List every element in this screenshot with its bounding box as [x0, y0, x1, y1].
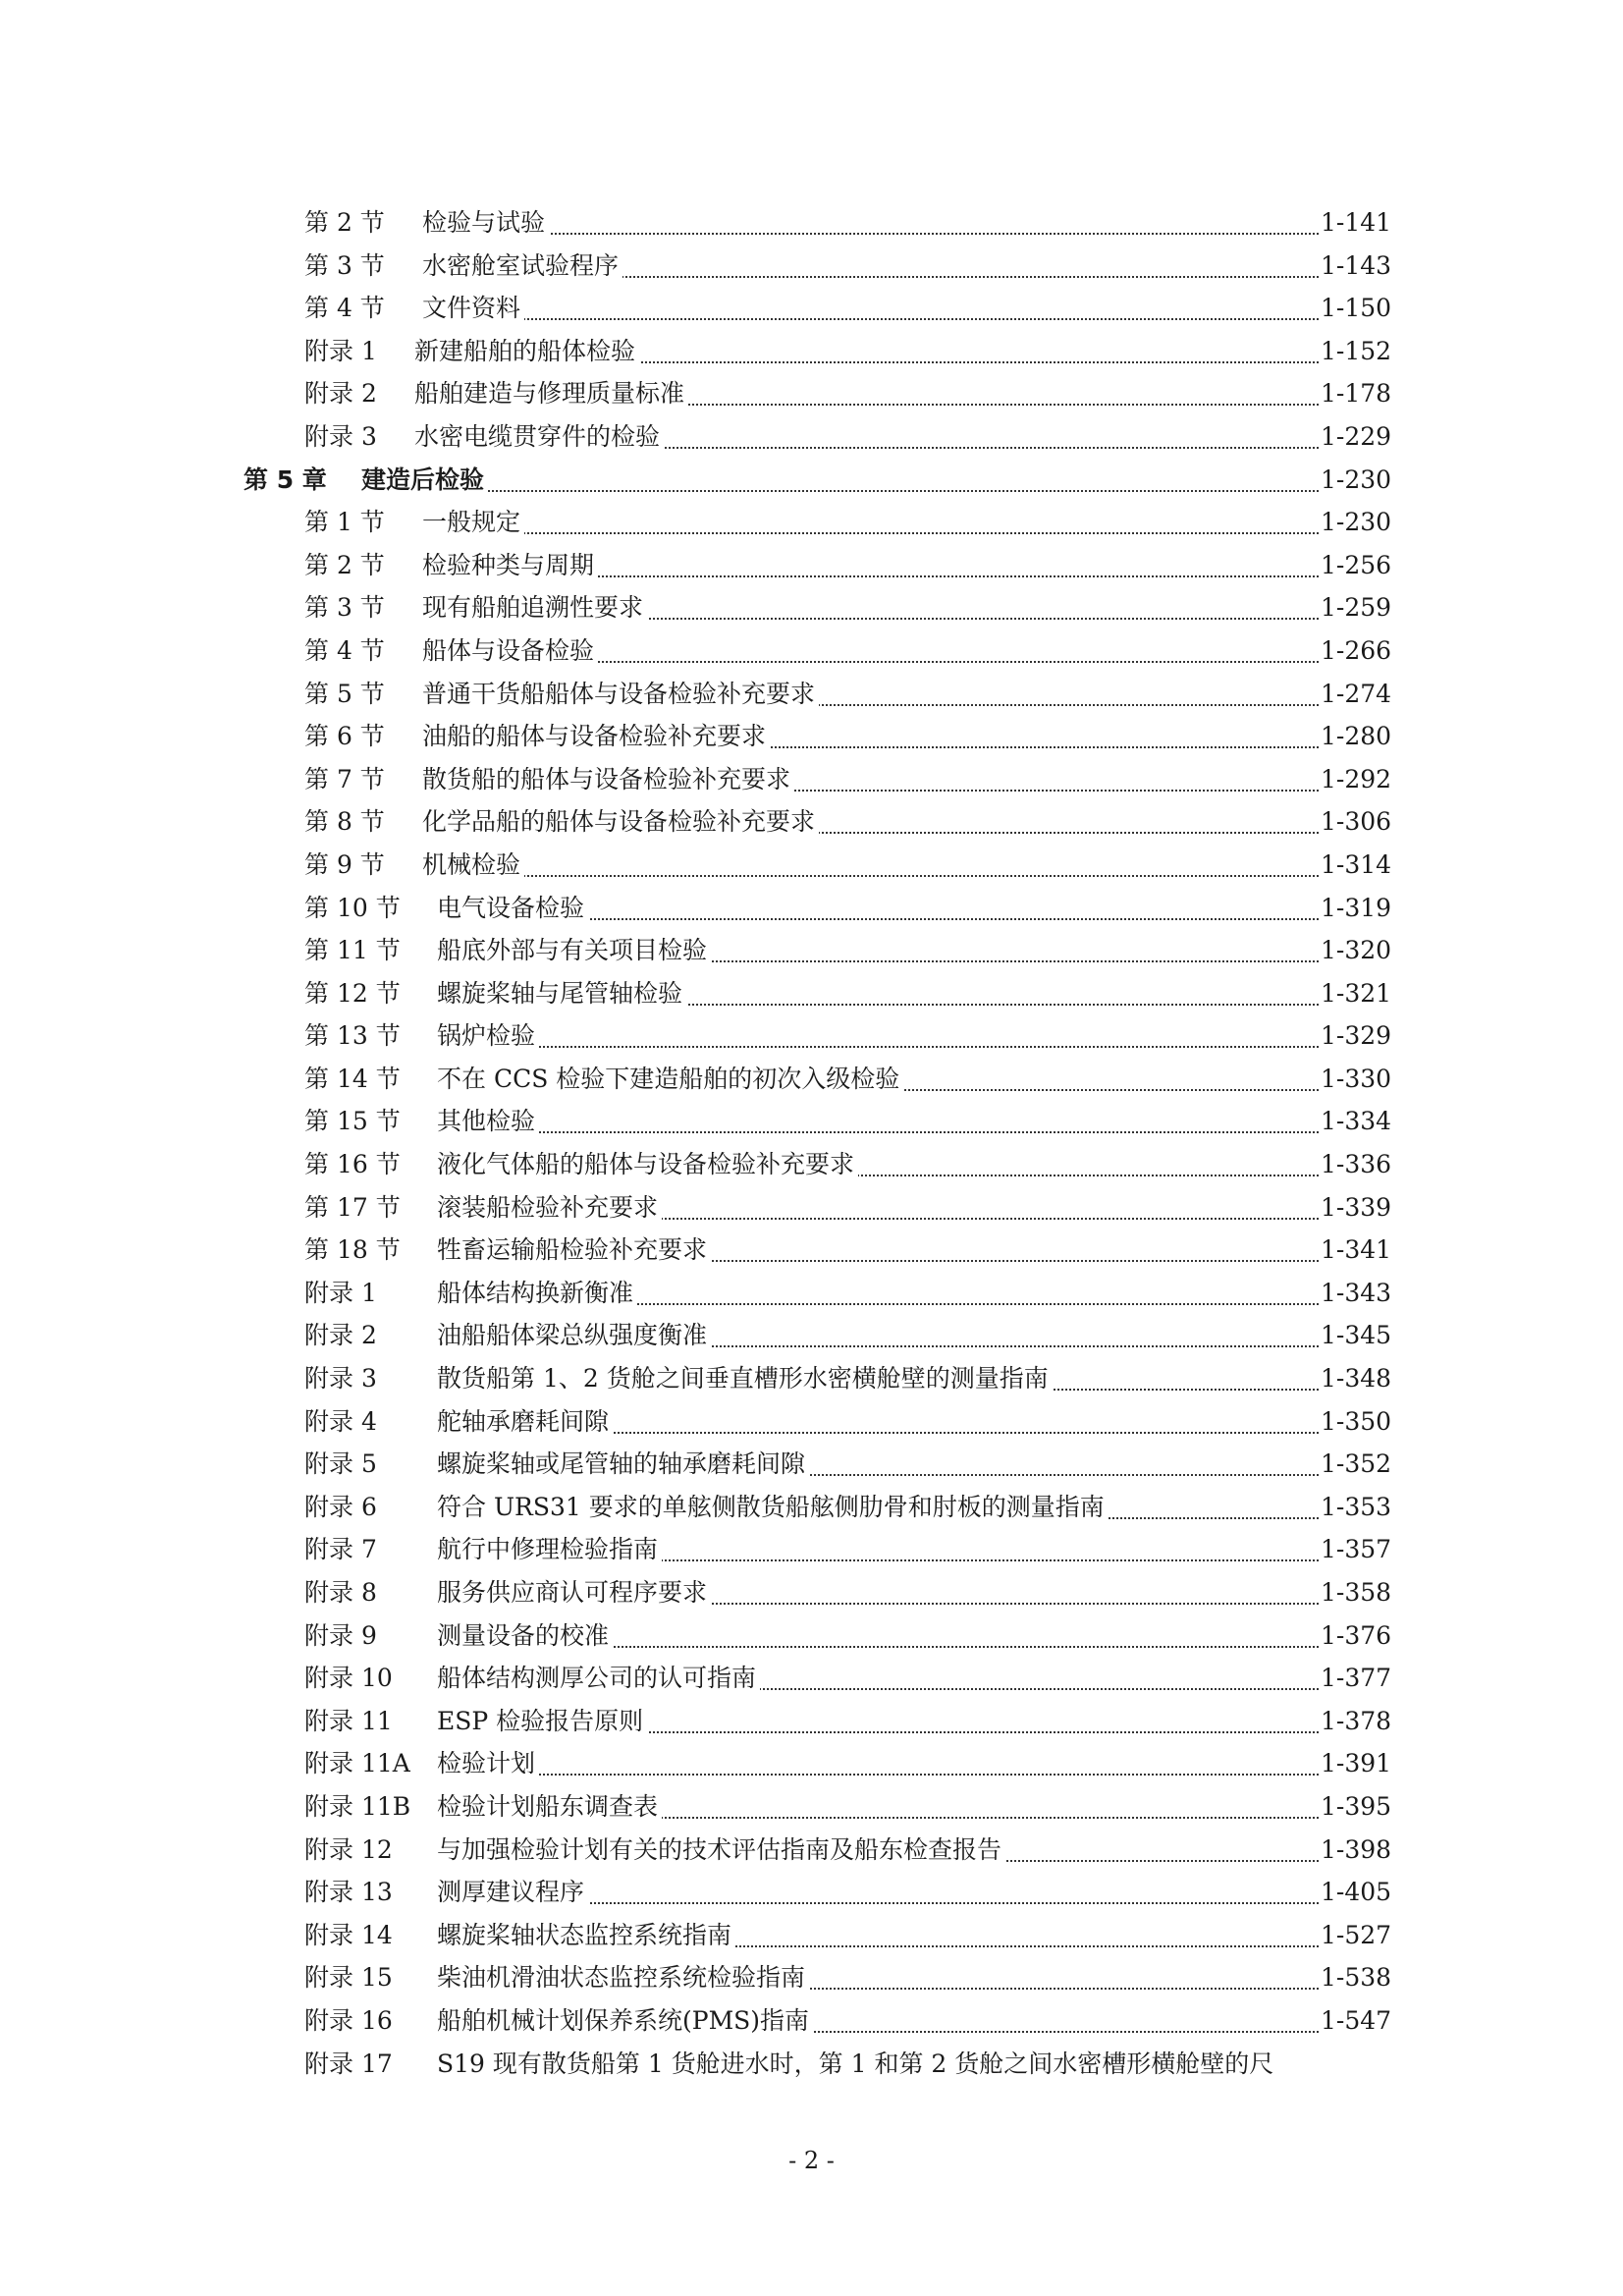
- toc-entry-label: 附录 15: [304, 1956, 397, 1999]
- toc-entry[interactable]: [0, 1614, 1623, 1658]
- toc-entry-label: 第 5 节: [304, 673, 389, 716]
- toc-entry-label: 附录 13: [304, 1871, 397, 1914]
- toc-entry[interactable]: [0, 201, 1623, 245]
- toc-entry-page: 1-339: [1321, 1186, 1387, 1230]
- dot-leader: [442, 231, 1319, 235]
- toc-entry-title: 机械检验: [422, 844, 524, 887]
- toc-entry-page: 1-353: [1321, 1486, 1387, 1529]
- toc-entry-page: 1-143: [1321, 245, 1387, 288]
- toc-entry-page: 1-398: [1321, 1829, 1387, 1872]
- toc-entry[interactable]: [0, 1999, 1623, 2043]
- toc-entry[interactable]: [0, 1657, 1623, 1700]
- toc-entry-page: 1-259: [1321, 586, 1387, 629]
- toc-entry-label: 第 13 节: [304, 1014, 405, 1058]
- toc-entry[interactable]: [0, 629, 1623, 673]
- toc-entry-page: 1-321: [1321, 972, 1387, 1015]
- toc-entry-label: 第 18 节: [304, 1229, 405, 1272]
- toc-entry[interactable]: [0, 673, 1623, 716]
- toc-entry-page: 1-391: [1321, 1742, 1387, 1785]
- toc-entry[interactable]: [0, 1014, 1623, 1058]
- toc-entry-page: 1-150: [1321, 287, 1387, 330]
- toc-entry-page: 1-306: [1321, 800, 1387, 844]
- toc-entry-label: 附录 3: [304, 415, 381, 459]
- toc-entry[interactable]: [0, 1742, 1623, 1785]
- toc-entry-title: 水密电缆贯穿件的检验: [414, 415, 664, 459]
- toc-entry-label: 第 7 节: [304, 758, 389, 801]
- toc-entry-title: 散货船第 1、2 货舱之间垂直槽形水密横舱壁的测量指南: [437, 1357, 1053, 1400]
- toc-entry-title: 散货船的船体与设备检验补充要求: [422, 758, 794, 801]
- toc-entry-title: 水密舱室试验程序: [422, 245, 622, 288]
- dot-leader: [442, 873, 1319, 877]
- toc-entry[interactable]: [0, 415, 1623, 459]
- toc-entry[interactable]: [0, 1528, 1623, 1571]
- toc-entry-label: 第 4 节: [304, 287, 389, 330]
- toc-entry-title: 测厚建议程序: [437, 1871, 588, 1914]
- toc-entry-title: 普通干货船船体与设备检验补充要求: [422, 673, 819, 716]
- toc-entry-label: 第 2 节: [304, 201, 389, 245]
- toc-entry[interactable]: [0, 544, 1623, 587]
- toc-entry-title: 船体结构换新衡准: [437, 1272, 637, 1315]
- toc-entry-title: 检验与试验: [422, 201, 549, 245]
- toc-entry-title: 测量设备的校准: [437, 1614, 613, 1658]
- toc-entry[interactable]: [0, 586, 1623, 629]
- toc-entry-label: 附录 2: [304, 372, 381, 415]
- toc-entry[interactable]: [0, 1871, 1623, 1914]
- toc-entry-page: 1-266: [1321, 629, 1387, 673]
- toc-entry-title: 检验种类与周期: [422, 544, 598, 587]
- toc-entry-label: 附录 9: [304, 1614, 381, 1658]
- toc-entry-title: 螺旋桨轴或尾管轴的轴承磨耗间隙: [437, 1443, 809, 1486]
- toc-entry-label: 附录 11: [304, 1700, 397, 1743]
- toc-entry-title: 液化气体船的船体与设备检验补充要求: [437, 1143, 858, 1186]
- toc-entry-label: 第 9 节: [304, 844, 389, 887]
- toc-entry[interactable]: [0, 1357, 1623, 1400]
- toc-entry[interactable]: [0, 501, 1623, 544]
- toc-entry-label: 第 5 章: [243, 459, 331, 502]
- toc-entry-label: 第 12 节: [304, 972, 405, 1015]
- toc-entry-page: 1-547: [1321, 1999, 1387, 2043]
- toc-entry-label: 第 3 节: [304, 245, 389, 288]
- toc-entry[interactable]: [0, 715, 1623, 758]
- toc-entry-page: 1-405: [1321, 1871, 1387, 1914]
- toc-entry-label: 第 3 节: [304, 586, 389, 629]
- toc-entry-label: 第 4 节: [304, 629, 389, 673]
- toc-entry-label: 附录 5: [304, 1443, 381, 1486]
- toc-entry-page: 1-538: [1321, 1956, 1387, 1999]
- toc-entry[interactable]: [0, 1956, 1623, 1999]
- toc-entry-page: 1-336: [1321, 1143, 1387, 1186]
- dot-leader: [457, 1772, 1319, 1776]
- toc-entry-page: 1-350: [1321, 1400, 1387, 1444]
- toc-entry-page: 1-376: [1321, 1614, 1387, 1658]
- toc-entry-title: ESP 检验报告原则: [437, 1700, 647, 1743]
- toc-entry-page: 1-357: [1321, 1528, 1387, 1571]
- toc-entry-label: 第 17 节: [304, 1186, 405, 1230]
- toc-entry[interactable]: [0, 330, 1623, 373]
- toc-entry[interactable]: [0, 1100, 1623, 1143]
- toc-entry-label: 第 10 节: [304, 887, 405, 930]
- toc-entry-label: 第 1 节: [304, 501, 389, 544]
- toc-entry-title: 新建船舶的船体检验: [414, 330, 639, 373]
- toc-entry-page: 1-314: [1321, 844, 1387, 887]
- toc-entry-title: 舵轴承磨耗间隙: [437, 1400, 613, 1444]
- dot-leader: [457, 1129, 1319, 1133]
- dot-leader: [381, 488, 1319, 492]
- toc-entry[interactable]: [0, 1058, 1623, 1101]
- toc-entry[interactable]: [0, 1314, 1623, 1357]
- toc-entry-title: 船舶机械计划保养系统(PMS)指南: [437, 1999, 813, 2043]
- toc-entry-page: 1-178: [1321, 372, 1387, 415]
- toc-entry[interactable]: [0, 758, 1623, 801]
- toc-entry-label: 第 8 节: [304, 800, 389, 844]
- toc-entry-label: 第 6 节: [304, 715, 389, 758]
- toc-entry-page: 1-527: [1321, 1914, 1387, 1957]
- toc-entry[interactable]: [0, 1400, 1623, 1444]
- table-of-contents: [0, 201, 1623, 2085]
- toc-chapter-entry[interactable]: [0, 459, 1623, 502]
- toc-entry-page: 1-378: [1321, 1700, 1387, 1743]
- toc-entry-title: S19 现有散货船第 1 货舱进水时，第 1 和第 2 货舱之间水密槽形横舱壁的尺: [437, 2043, 1277, 2086]
- toc-entry[interactable]: [0, 1571, 1623, 1614]
- toc-entry-title: 服务供应商认可程序要求: [437, 1571, 711, 1614]
- toc-entry-label: 附录 2: [304, 1314, 381, 1357]
- toc-entry[interactable]: [0, 1443, 1623, 1486]
- toc-entry[interactable]: [0, 1229, 1623, 1272]
- toc-entry-label: 附录 11B: [304, 1785, 414, 1829]
- toc-entry-label: 附录 4: [304, 1400, 381, 1444]
- toc-entry-label: 第 14 节: [304, 1058, 405, 1101]
- toc-entry[interactable]: [0, 1829, 1623, 1872]
- toc-entry-label: 附录 17: [304, 2043, 397, 2086]
- toc-entry-title: 不在 CCS 检验下建造船舶的初次入级检验: [437, 1058, 903, 1101]
- toc-entry-page: 1-345: [1321, 1314, 1387, 1357]
- toc-entry[interactable]: [0, 287, 1623, 330]
- toc-entry-page: 1-343: [1321, 1272, 1387, 1315]
- toc-entry[interactable]: [0, 372, 1623, 415]
- toc-entry-label: 第 11 节: [304, 929, 405, 972]
- toc-entry-title: 螺旋桨轴与尾管轴检验: [437, 972, 686, 1015]
- toc-entry[interactable]: [0, 1914, 1623, 1957]
- toc-entry-title: 船底外部与有关项目检验: [437, 929, 711, 972]
- toc-entry-page: 1-341: [1321, 1229, 1387, 1272]
- toc-entry-title: 检验计划: [437, 1742, 539, 1785]
- page-number: - 2 -: [788, 2147, 835, 2174]
- toc-entry-page: 1-329: [1321, 1014, 1387, 1058]
- toc-entry-title: 与加强检验计划有关的技术评估指南及船东检查报告: [437, 1829, 1005, 1872]
- toc-entry[interactable]: [0, 2043, 1623, 2086]
- toc-entry-page: 1-377: [1321, 1657, 1387, 1700]
- toc-entry-page: 1-229: [1321, 415, 1387, 459]
- toc-entry-page: 1-395: [1321, 1785, 1387, 1829]
- toc-entry-label: 第 16 节: [304, 1143, 405, 1186]
- toc-entry-label: 第 2 节: [304, 544, 389, 587]
- toc-entry-page: 1-292: [1321, 758, 1387, 801]
- toc-entry-title: 检验计划船东调查表: [437, 1785, 662, 1829]
- toc-entry-title: 油船船体梁总纵强度衡准: [437, 1314, 711, 1357]
- toc-entry[interactable]: [0, 1700, 1623, 1743]
- toc-entry-label: 附录 1: [304, 1272, 381, 1315]
- toc-entry-title: 船体与设备检验: [422, 629, 598, 673]
- dot-leader: [457, 1044, 1319, 1048]
- toc-entry-page: 1-358: [1321, 1571, 1387, 1614]
- toc-entry[interactable]: [0, 1143, 1623, 1186]
- toc-entry-title: 电气设备检验: [437, 887, 588, 930]
- toc-entry[interactable]: [0, 972, 1623, 1015]
- toc-entry-page: 1-141: [1321, 201, 1387, 245]
- toc-entry[interactable]: [0, 1272, 1623, 1315]
- toc-entry-title: 牲畜运输船检验补充要求: [437, 1229, 711, 1272]
- toc-entry-title: 船体结构测厚公司的认可指南: [437, 1657, 760, 1700]
- toc-entry[interactable]: [0, 887, 1623, 930]
- toc-entry-page: 1-330: [1321, 1058, 1387, 1101]
- toc-entry[interactable]: [0, 1486, 1623, 1529]
- toc-entry[interactable]: [0, 929, 1623, 972]
- toc-entry-title: 符合 URS31 要求的单舷侧散货船舷侧肋骨和肘板的测量指南: [437, 1486, 1109, 1529]
- toc-entry[interactable]: [0, 1785, 1623, 1829]
- toc-entry-title: 化学品船的船体与设备检验补充要求: [422, 800, 819, 844]
- toc-entry-page: 1-152: [1321, 330, 1387, 373]
- toc-entry-label: 附录 3: [304, 1357, 381, 1400]
- toc-entry-label: 附录 1: [304, 330, 381, 373]
- toc-entry-label: 附录 11A: [304, 1742, 414, 1785]
- toc-entry-page: 1-352: [1321, 1443, 1387, 1486]
- toc-entry[interactable]: [0, 1186, 1623, 1230]
- toc-entry-page: 1-256: [1321, 544, 1387, 587]
- toc-entry-title: 文件资料: [422, 287, 524, 330]
- toc-entry-label: 附录 12: [304, 1829, 397, 1872]
- toc-entry-title: 航行中修理检验指南: [437, 1528, 662, 1571]
- toc-entry-label: 附录 7: [304, 1528, 381, 1571]
- toc-entry-page: 1-230: [1321, 459, 1387, 502]
- toc-entry-page: 1-320: [1321, 929, 1387, 972]
- toc-entry-label: 附录 6: [304, 1486, 381, 1529]
- toc-entry-page: 1-230: [1321, 501, 1387, 544]
- toc-entry-title: 螺旋桨轴状态监控系统指南: [437, 1914, 735, 1957]
- toc-entry-page: 1-334: [1321, 1100, 1387, 1143]
- toc-entry[interactable]: [0, 800, 1623, 844]
- toc-entry-title: 船舶建造与修理质量标准: [414, 372, 688, 415]
- toc-entry-label: 附录 10: [304, 1657, 397, 1700]
- toc-entry-page: 1-348: [1321, 1357, 1387, 1400]
- toc-entry[interactable]: [0, 245, 1623, 288]
- toc-entry-title: 滚装船检验补充要求: [437, 1186, 662, 1230]
- toc-entry-label: 附录 8: [304, 1571, 381, 1614]
- toc-entry-title: 锅炉检验: [437, 1014, 539, 1058]
- toc-entry-label: 附录 14: [304, 1914, 397, 1957]
- toc-entry-title: 柴油机滑油状态监控系统检验指南: [437, 1956, 809, 1999]
- dot-leader: [442, 316, 1319, 320]
- toc-entry-title: 建造后检验: [361, 459, 488, 502]
- toc-entry-label: 附录 16: [304, 1999, 397, 2043]
- dot-leader: [442, 530, 1319, 534]
- toc-entry-page: 1-280: [1321, 715, 1387, 758]
- toc-entry-page: 1-319: [1321, 887, 1387, 930]
- toc-entry-page: 1-274: [1321, 673, 1387, 716]
- toc-entry[interactable]: [0, 844, 1623, 887]
- toc-entry-title: 一般规定: [422, 501, 524, 544]
- toc-entry-title: 油船的船体与设备检验补充要求: [422, 715, 770, 758]
- toc-entry-title: 现有船舶追溯性要求: [422, 586, 647, 629]
- toc-entry-title: 其他检验: [437, 1100, 539, 1143]
- toc-entry-label: 第 15 节: [304, 1100, 405, 1143]
